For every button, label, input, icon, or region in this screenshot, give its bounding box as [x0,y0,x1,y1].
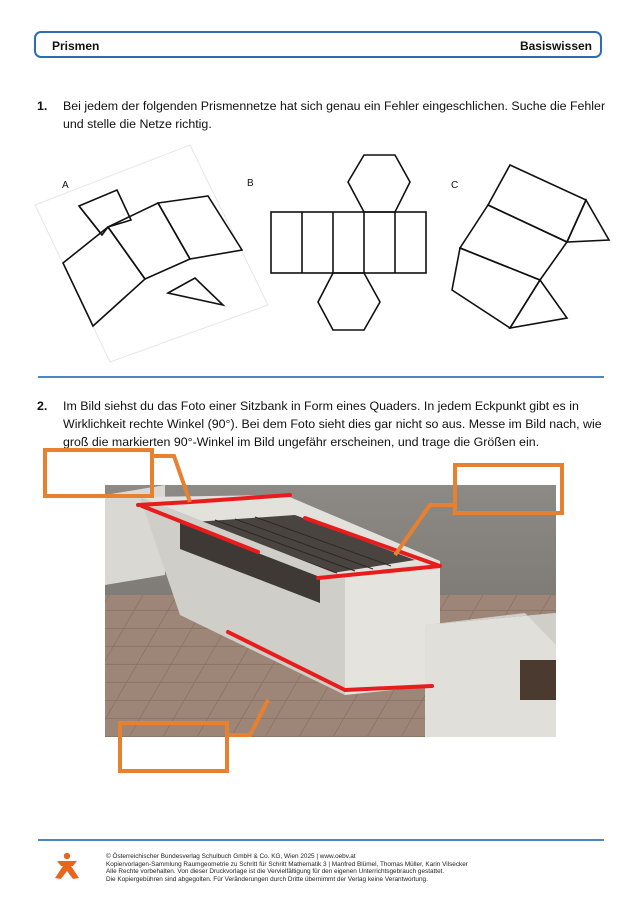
footer-line-1: © Österreichischer Bundesverlag Schulbuch GmbH & Co. KG, Wien 2025 | www.oebv.at [106,853,356,860]
page-tag: Basiswissen [519,39,592,53]
footer-line-3: Alle Rechte vorbehalten. Von dieser Druckvorlage ist die Vervielfältigung für den eigenen Unterrichtsgebrauch gestattet. [106,868,445,876]
answer-box-top-left[interactable] [45,450,152,496]
oebv-logo [53,852,81,882]
net-label-c: C [451,180,459,191]
footer-copyright [106,853,468,883]
task-2-number: 2. [37,399,48,413]
footer-divider [38,839,604,841]
page-title: Prismen [52,39,100,53]
answer-box-bottom[interactable] [120,723,227,771]
task-1-text: Bei jedem der folgenden Prismennetze hat sich genau ein Fehler eingeschlichen. Suche die Fehler und stelle die Netze richtig. [63,99,606,131]
task-2-text: Im Bild siehst du das Foto einer Sitzbank in Form eines Quaders. In jedem Eckpunkt gibt es in Wirklichkeit rechte Winkel (90°). Bei dem Foto sieht dies gar nicht so aus. Messe im Bild nach, wie groß die markierten 90°-Winkel im Bild ungefähr erscheinen, und trage die Größen ein. [63,399,602,449]
footer-line-2: Kopiervorlagen-Sammlung Raumgeometrie zu Schritt für Schritt Mathematik 3 | Manfred Blümel, Thomas Müller, Karin Vilsecker [106,860,468,868]
footer-line-4: Die Kopiergebühren sind abgegolten. Für Veränderungen durch Dritte übernimmt der Verlag keine Verantwortung. [106,875,428,883]
task-1-number: 1. [37,99,48,113]
net-label-a: A [62,180,69,191]
answer-box-top-right[interactable] [455,465,562,513]
net-label-b: B [247,178,254,189]
